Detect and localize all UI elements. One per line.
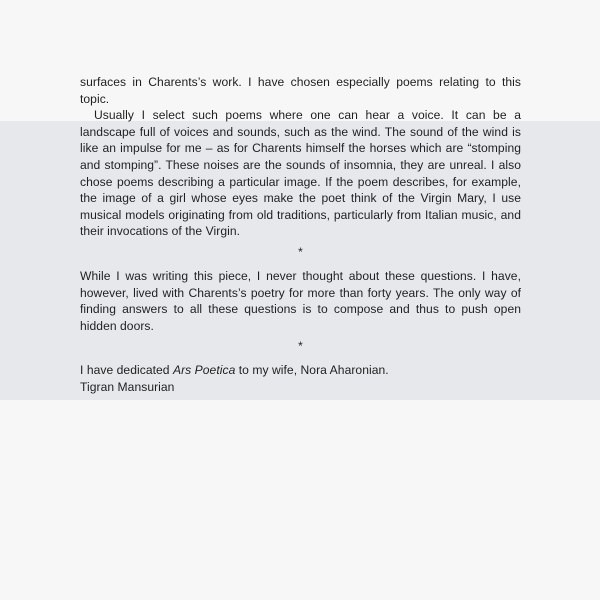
paragraph-2: Usually I select such poems where one can hear a voice. It can be a landscape full of voices and sounds, such as the wind. The sound of the wind is like an impulse for me – as for Charents himself the horses which are “stomping and stomping”. These noises are the sounds of insomnia, they are unreal. I also chose poems describing a particular image. If the poem describes, for example, the image of a girl whose eyes make the poet think of the Virgin Mary, I use musical models originating from old traditions, particularly from Italian music, and their invocations of the Virgin. [80,108,521,239]
section-separator-2: * [298,339,303,354]
section-separator-1: * [298,244,303,259]
paragraph-1: surfaces in Charents’s work. I have chosen especially poems relating to this topic. [80,75,521,106]
text-block [80,74,521,396]
dedication-suffix: to my wife, Nora Aharonian. [235,363,389,378]
paragraph-3: While I was writing this piece, I never thought about these questions. I have, however, lived with Charents’s poetry for more than forty years. The only way of finding answers to all these questions is to compose and thus to push open hidden doors. [80,268,521,333]
dedication-title: Ars Poetica [172,363,236,378]
signature: Tigran Mansurian [80,379,175,394]
dedication [80,362,521,379]
dedication-prefix: I have dedicated [80,363,173,378]
